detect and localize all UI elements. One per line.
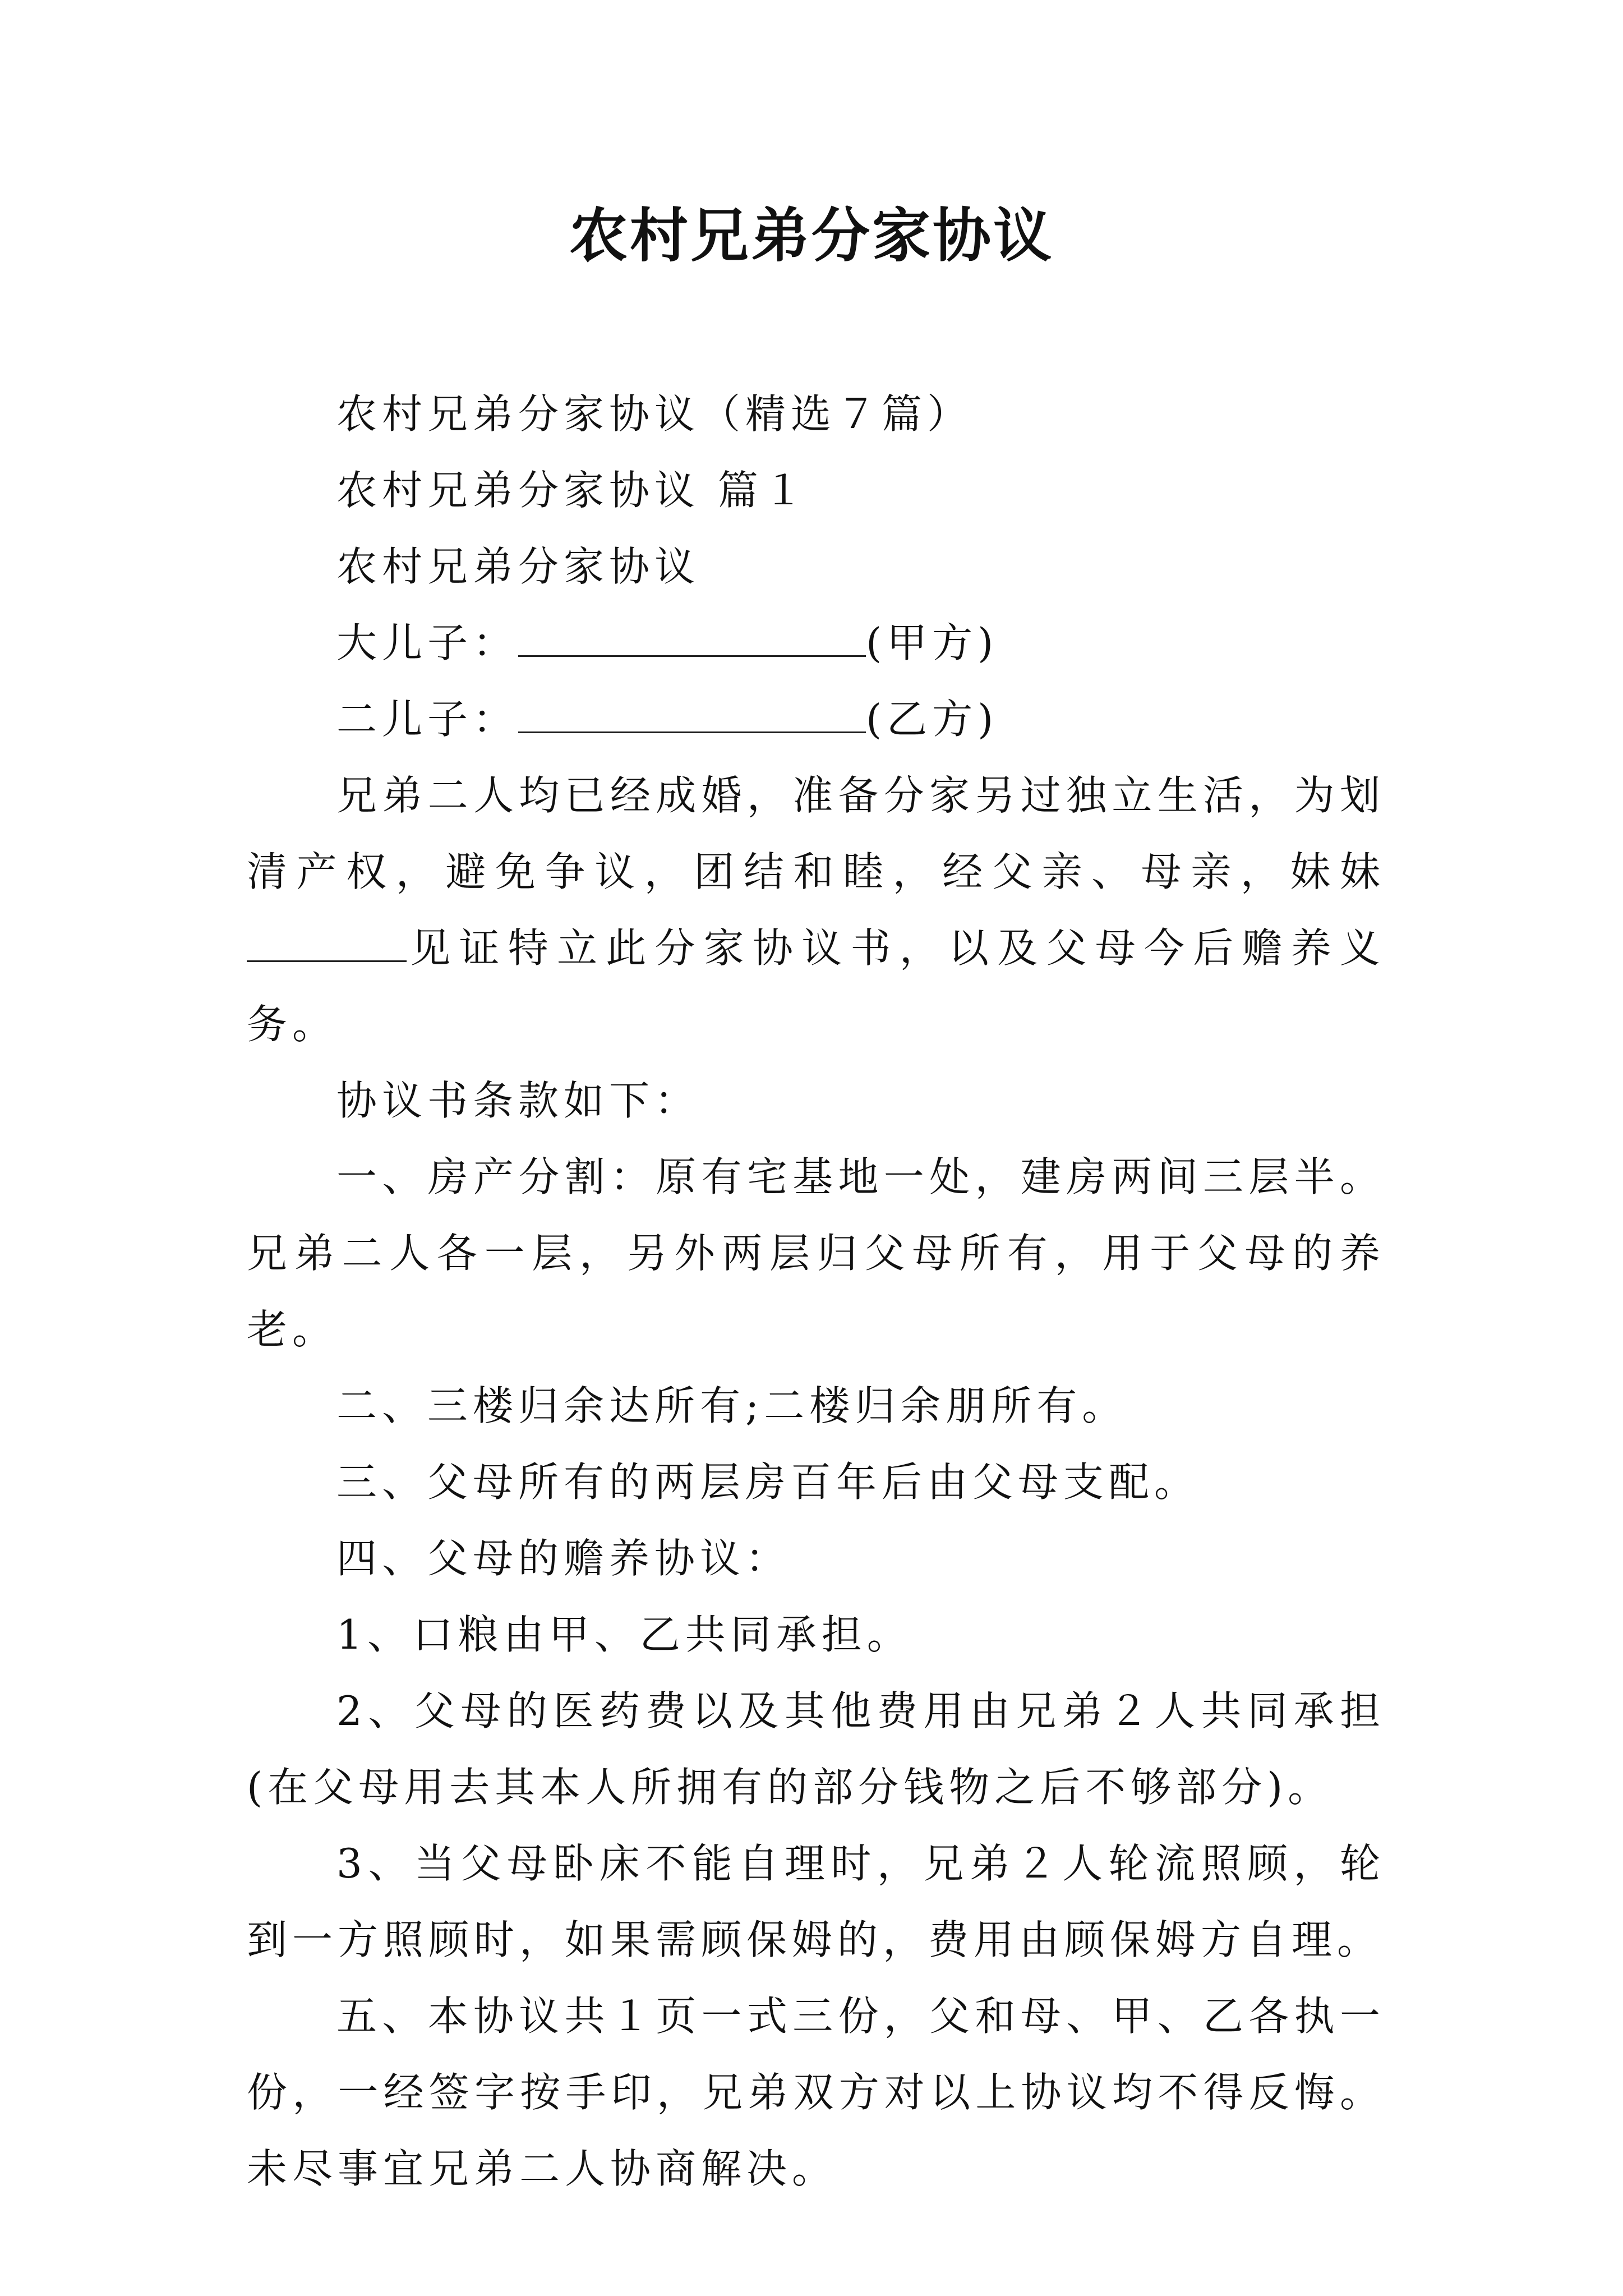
document-title: 农村兄弟分家协议 — [569, 201, 1054, 270]
document-subtitle: 农村兄弟分家协议（精选７篇） — [336, 390, 973, 438]
intro-text-end: 见证特立此分家协议书，以及父母今后赡养义务。 — [247, 924, 1385, 1048]
witness-blank — [247, 914, 407, 962]
clause-paragraph: 3、当父母卧床不能自理时，兄弟２人轮流照顾，轮到一方照顾时，如果需顾保姆的，费用由顾保姆方自理。 — [247, 1840, 1385, 1963]
clause-paragraph: 五、本协议共１页一式三份，父和母、甲、乙各执一份，一经签字按手印，兄弟双方对以上协议均不得反悔。未尽事宜兄弟二人协商解决。 — [247, 1993, 1385, 2192]
clause-paragraph: 二、三楼归余达所有;二楼归余朋所有。 — [336, 1382, 1128, 1429]
clauses-intro: 协议书条款如下： — [336, 1077, 700, 1124]
party-b-blank — [518, 685, 866, 733]
party-a-blank — [518, 609, 866, 657]
clause-paragraph: 三、父母所有的两层房百年后由父母支配。 — [336, 1458, 1200, 1506]
clause-paragraph: 一、房产分割：原有宅基地一处，建房两间三层半。兄弟二人各一层，另外两层归父母所有，用于父母的养老。 — [247, 1153, 1385, 1353]
document-body — [247, 376, 1385, 2207]
clause-paragraph: 1、口粮由甲、乙共同承担。 — [336, 1611, 912, 1658]
intro-paragraph — [247, 757, 1385, 1062]
intro-text: 兄弟二人均已经成婚，准备分家另过独立生活，为划清产权，避免争议，团结和睦，经父亲、母亲，妹妹 — [247, 772, 1385, 895]
party-b-line — [247, 681, 1385, 757]
clause-paragraph: 四、父母的赡养协议： — [336, 1535, 791, 1582]
party-b-label: 二儿子： — [336, 696, 519, 743]
clause-paragraph: 2、父母的医药费以及其他费用由兄弟２人共同承担(在父母用去其本人所拥有的部分钱物之后不够部分)。 — [247, 1687, 1385, 1811]
party-a-line — [247, 605, 1385, 681]
agreement-heading: 农村兄弟分家协议 — [336, 543, 700, 590]
party-b-suffix: (乙方) — [866, 696, 999, 743]
chapter-heading: 农村兄弟分家协议 篇１ — [336, 467, 809, 514]
party-a-suffix: (甲方) — [866, 619, 999, 666]
party-a-label: 大儿子： — [336, 619, 519, 666]
